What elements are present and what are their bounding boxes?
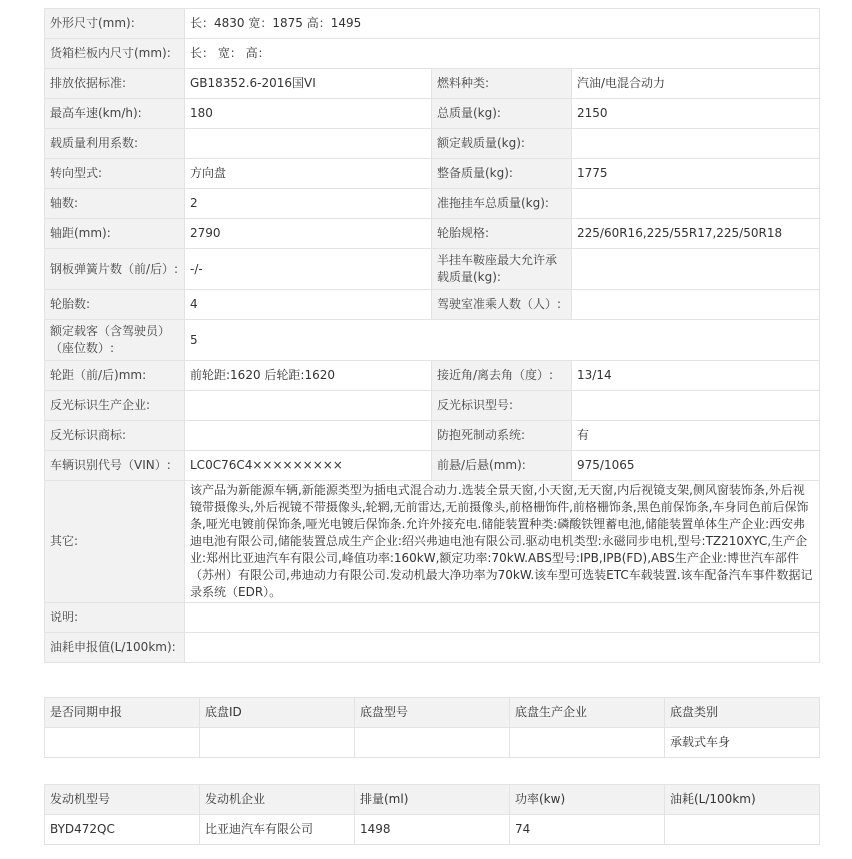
spec-row bbox=[45, 249, 820, 290]
trailer-mass-value bbox=[572, 189, 820, 219]
abs-value: 有 bbox=[572, 421, 820, 451]
spec-row bbox=[45, 391, 820, 421]
total-mass-label: 总质量(kg): bbox=[432, 99, 572, 129]
overhang-label: 前悬/后悬(mm): bbox=[432, 451, 572, 481]
fuel-declared-value bbox=[185, 633, 820, 663]
engine-cell: 74 bbox=[510, 815, 665, 845]
spec-row bbox=[45, 219, 820, 249]
wheelbase-value: 2790 bbox=[185, 219, 432, 249]
emission-standard-value: GB18352.6-2016国VI bbox=[185, 69, 432, 99]
reflector-model-value bbox=[572, 391, 820, 421]
axles-label: 轴数: bbox=[45, 189, 185, 219]
tire-spec-value: 225/60R16,225/55R17,225/50R18 bbox=[572, 219, 820, 249]
rated-load-value bbox=[572, 129, 820, 159]
chassis-data-row bbox=[45, 728, 820, 758]
chassis-cell bbox=[200, 728, 355, 758]
chassis-cell bbox=[45, 728, 200, 758]
engine-header: 排量(ml) bbox=[355, 785, 510, 815]
chassis-header: 底盘型号 bbox=[355, 698, 510, 728]
semitrailer-load-label: 半挂车鞍座最大允许承载质量(kg): bbox=[432, 249, 572, 290]
load-util-label: 载质量利用系数: bbox=[45, 129, 185, 159]
semitrailer-load-value bbox=[572, 249, 820, 290]
tire-count-value: 4 bbox=[185, 290, 432, 320]
chassis-cell bbox=[510, 728, 665, 758]
rated-load-label: 额定载质量(kg): bbox=[432, 129, 572, 159]
approach-angle-label: 接近角/离去角（度）: bbox=[432, 361, 572, 391]
spec-row bbox=[45, 9, 820, 39]
tire-count-label: 轮胎数: bbox=[45, 290, 185, 320]
wheelbase-label: 轴距(mm): bbox=[45, 219, 185, 249]
fuel-declared-label: 油耗申报值(L/100km): bbox=[45, 633, 185, 663]
max-speed-label: 最高车速(km/h): bbox=[45, 99, 185, 129]
abs-label: 防抱死制动系统: bbox=[432, 421, 572, 451]
spec-row bbox=[45, 39, 820, 69]
track-value: 前轮距:1620 后轮距:1620 bbox=[185, 361, 432, 391]
fuel-type-label: 燃料种类: bbox=[432, 69, 572, 99]
vin-value: LC0C76C4××××××××× bbox=[185, 451, 432, 481]
spec-row bbox=[45, 290, 820, 320]
reflector-maker-value bbox=[185, 391, 432, 421]
curb-mass-value: 1775 bbox=[572, 159, 820, 189]
steering-value: 方向盘 bbox=[185, 159, 432, 189]
engine-header-row bbox=[45, 785, 820, 815]
rated-passengers-value: 5 bbox=[185, 320, 820, 361]
track-label: 轮距（前/后)mm: bbox=[45, 361, 185, 391]
chassis-table bbox=[44, 697, 820, 758]
chassis-header: 是否同期申报 bbox=[45, 698, 200, 728]
spec-table bbox=[44, 8, 820, 663]
chassis-cell bbox=[355, 728, 510, 758]
emission-standard-label: 排放依据标准: bbox=[45, 69, 185, 99]
leaf-springs-value: -/- bbox=[185, 249, 432, 290]
engine-header: 发动机型号 bbox=[45, 785, 200, 815]
spec-row bbox=[45, 99, 820, 129]
spec-row bbox=[45, 633, 820, 663]
notes-label: 说明: bbox=[45, 603, 185, 633]
reflector-brand-label: 反光标识商标: bbox=[45, 421, 185, 451]
overhang-value: 975/1065 bbox=[572, 451, 820, 481]
engine-cell: 比亚迪汽车有限公司 bbox=[200, 815, 355, 845]
engine-header: 油耗(L/100km) bbox=[665, 785, 820, 815]
other-label: 其它: bbox=[45, 481, 185, 603]
dimensions-label: 外形尺寸(mm): bbox=[45, 9, 185, 39]
reflector-maker-label: 反光标识生产企业: bbox=[45, 391, 185, 421]
chassis-header: 底盘ID bbox=[200, 698, 355, 728]
approach-angle-value: 13/14 bbox=[572, 361, 820, 391]
spec-row bbox=[45, 69, 820, 99]
steering-label: 转向型式: bbox=[45, 159, 185, 189]
engine-cell: BYD472QC bbox=[45, 815, 200, 845]
engine-cell bbox=[665, 815, 820, 845]
spec-row bbox=[45, 320, 820, 361]
spec-row bbox=[45, 481, 820, 603]
chassis-header: 底盘生产企业 bbox=[510, 698, 665, 728]
axles-value: 2 bbox=[185, 189, 432, 219]
total-mass-value: 2150 bbox=[572, 99, 820, 129]
cab-seats-value bbox=[572, 290, 820, 320]
chassis-header: 底盘类别 bbox=[665, 698, 820, 728]
cargo-box-label: 货箱栏板内尺寸(mm): bbox=[45, 39, 185, 69]
rated-passengers-label: 额定载客（含驾驶员）（座位数）: bbox=[45, 320, 185, 361]
vin-label: 车辆识别代号（VIN）: bbox=[45, 451, 185, 481]
notes-value bbox=[185, 603, 820, 633]
reflector-model-label: 反光标识型号: bbox=[432, 391, 572, 421]
other-value: 该产品为新能源车辆,新能源类型为插电式混合动力.选装全景天窗,小天窗,无天窗,内后视镜支架,侧风窗装饰条,外后视镜带摄像头,外后视镜不带摄像头,轮辋,无前雷达,无前摄像头,前格栅饰件,前格栅饰条,黑色前保饰条,车身同色前后保饰条,哑光电镀前保饰条,哑光电镀后保饰条.允许外接充电.储能装置种类:磷酸铁锂蓄电池,储能装置单体生产企业:西安弗迪电池有限公司,储能装置总成生产企业:绍兴弗迪电池有限公司.驱动电机类型:永磁同步电机,型号:TZ210XYC,生产企业:郑州比亚迪汽车有限公司,峰值功率:160kW,额定功率:70kW.ABS型号:IPB,IPB(FD),ABS生产企业:博世汽车部件（苏州）有限公司,弗迪动力有限公司.发动机最大净功率为70kW.该车型可选装ETC车载装置.该车配备汽车事件数据记录系统（EDR）。 bbox=[185, 481, 820, 603]
fuel-type-value: 汽油/电混合动力 bbox=[572, 69, 820, 99]
tire-spec-label: 轮胎规格: bbox=[432, 219, 572, 249]
engine-table bbox=[44, 784, 820, 845]
leaf-springs-label: 钢板弹簧片数（前/后）: bbox=[45, 249, 185, 290]
engine-header: 功率(kw) bbox=[510, 785, 665, 815]
reflector-brand-value bbox=[185, 421, 432, 451]
spec-row bbox=[45, 129, 820, 159]
chassis-header-row bbox=[45, 698, 820, 728]
engine-data-row bbox=[45, 815, 820, 845]
cab-seats-label: 驾驶室准乘人数（人）: bbox=[432, 290, 572, 320]
spec-row bbox=[45, 159, 820, 189]
engine-cell: 1498 bbox=[355, 815, 510, 845]
spec-row bbox=[45, 451, 820, 481]
spec-row bbox=[45, 603, 820, 633]
spec-row bbox=[45, 189, 820, 219]
cargo-box-value: 长： 宽： 高： bbox=[185, 39, 820, 69]
trailer-mass-label: 准拖挂车总质量(kg): bbox=[432, 189, 572, 219]
spec-row bbox=[45, 421, 820, 451]
load-util-value bbox=[185, 129, 432, 159]
spec-row bbox=[45, 361, 820, 391]
curb-mass-label: 整备质量(kg): bbox=[432, 159, 572, 189]
engine-header: 发动机企业 bbox=[200, 785, 355, 815]
max-speed-value: 180 bbox=[185, 99, 432, 129]
dimensions-value: 长：4830 宽：1875 高：1495 bbox=[185, 9, 820, 39]
chassis-cell: 承载式车身 bbox=[665, 728, 820, 758]
